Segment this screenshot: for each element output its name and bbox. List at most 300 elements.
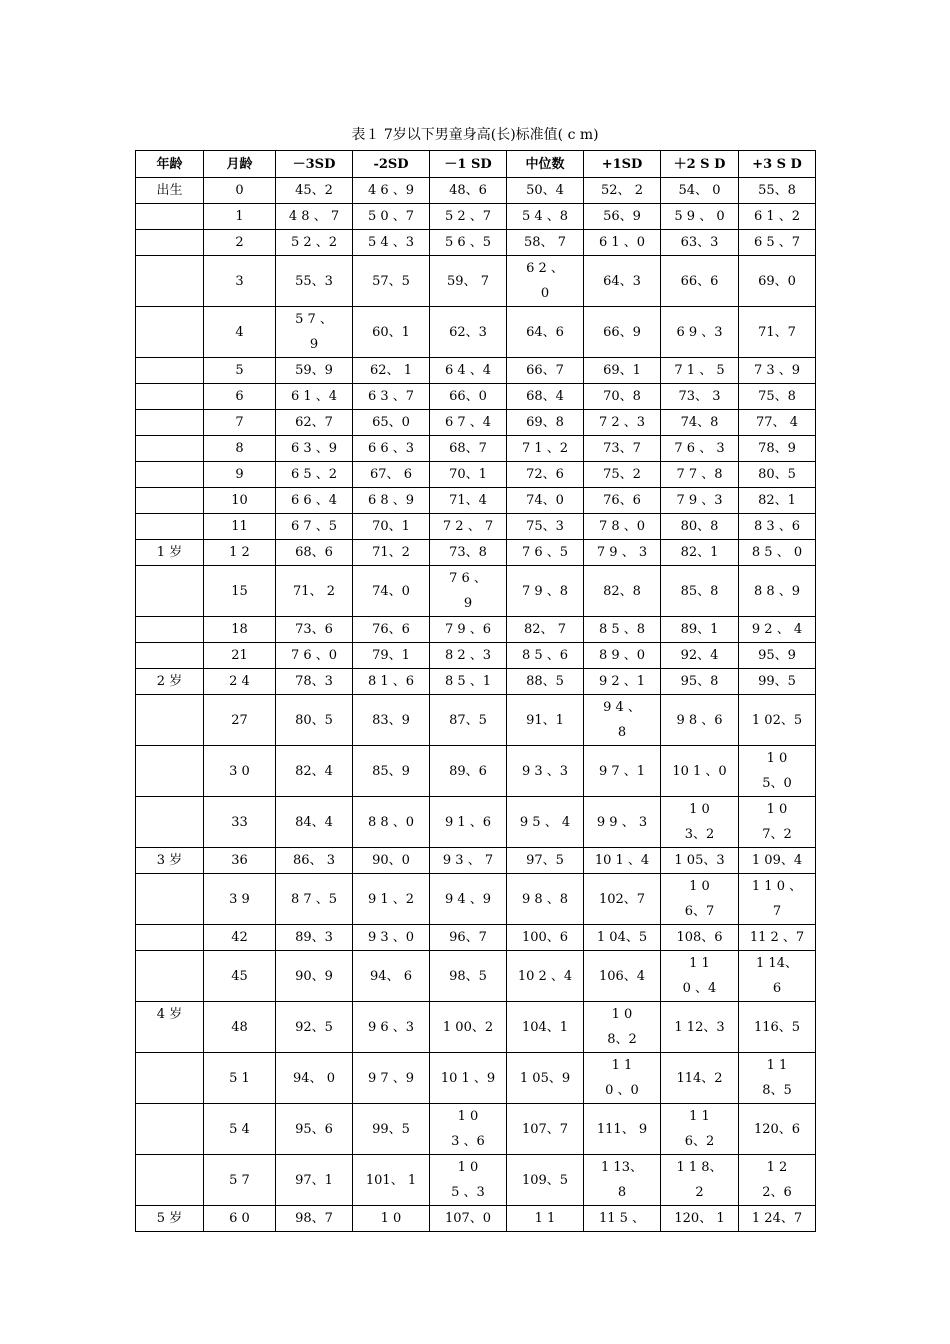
value-cell: 5 6 、5 [430,230,507,256]
value-cell: 7 6 、0 [276,643,353,669]
table-row [136,178,816,204]
table-row [136,951,816,1002]
value-cell: 74、0 [507,488,584,514]
value-cell: 8 1 、6 [353,669,430,695]
value-cell: 94、 6 [353,951,430,1002]
value-cell: 108、6 [661,925,739,951]
age-cell [136,746,204,797]
value-cell: 107、0 [430,1206,507,1232]
age-cell [136,695,204,746]
value-cell: 1 05、3 [661,848,739,874]
value-cell: 6 7 、5 [276,514,353,540]
value-cell: 7 9 、 3 [584,540,661,566]
value-cell: 64、3 [584,256,661,307]
value-cell: 6 6 、4 [276,488,353,514]
table-title: 表１ 7岁以下男童身高(长)标准值( c m) [351,127,599,143]
month-cell: 0 [204,178,276,204]
value-cell: 66、9 [584,307,661,358]
value-cell: 5 7 、 9 [276,307,353,358]
age-cell [136,951,204,1002]
table-row [136,848,816,874]
table-row [136,436,816,462]
column-header: +3 S D [739,151,816,178]
value-cell: 98、7 [276,1206,353,1232]
value-cell: 91、1 [507,695,584,746]
value-cell: 100、6 [507,925,584,951]
value-cell: 1 0 6、7 [661,874,739,925]
value-cell: 99、5 [353,1104,430,1155]
value-cell: 104、1 [507,1002,584,1053]
value-cell: 9 5 、 4 [507,797,584,848]
value-cell: 6 5 、7 [739,230,816,256]
value-cell: 7 8 、0 [584,514,661,540]
value-cell: 120、6 [739,1104,816,1155]
age-cell [136,307,204,358]
month-cell: 1 [204,204,276,230]
column-header: 年龄 [136,151,204,178]
value-cell: 75、8 [739,384,816,410]
table-row [136,1053,816,1104]
value-cell: 1 1 8、5 [739,1053,816,1104]
month-cell: 4 [204,307,276,358]
value-cell: 6 1 、2 [739,204,816,230]
value-cell: 71、7 [739,307,816,358]
age-cell [136,617,204,643]
value-cell: 9 7 、1 [584,746,661,797]
value-cell: 9 4 、 8 [584,695,661,746]
value-cell: 89、6 [430,746,507,797]
value-cell: 85、9 [353,746,430,797]
value-cell: 1 0 3 、6 [430,1104,507,1155]
value-cell: 7 9 、6 [430,617,507,643]
value-cell: 82、 7 [507,617,584,643]
value-cell: 71、4 [430,488,507,514]
value-cell: 45、2 [276,178,353,204]
value-cell: 55、8 [739,178,816,204]
value-cell: 7 3 、9 [739,358,816,384]
value-cell: 102、7 [584,874,661,925]
table-row [136,1155,816,1206]
value-cell: 94、 0 [276,1053,353,1104]
value-cell: 1 0 [353,1206,430,1232]
table-row [136,488,816,514]
value-cell: 1 02、5 [739,695,816,746]
age-cell [136,1053,204,1104]
value-cell: 10 2 、4 [507,951,584,1002]
value-cell: 90、9 [276,951,353,1002]
month-cell: 5 [204,358,276,384]
value-cell: 75、2 [584,462,661,488]
value-cell: 78、9 [739,436,816,462]
month-cell: 42 [204,925,276,951]
month-cell: 9 [204,462,276,488]
value-cell: 107、7 [507,1104,584,1155]
value-cell: 98、5 [430,951,507,1002]
table-row [136,669,816,695]
value-cell: 92、5 [276,1002,353,1053]
age-cell [136,925,204,951]
value-cell: 8 9 、0 [584,643,661,669]
value-cell: 7 1 、2 [507,436,584,462]
value-cell: 7 9 、8 [507,566,584,617]
value-cell: 1 2 2、6 [739,1155,816,1206]
table-row [136,384,816,410]
value-cell: 8 2 、3 [430,643,507,669]
age-cell [136,1104,204,1155]
table-row [136,540,816,566]
value-cell: 76、6 [584,488,661,514]
value-cell: 74、8 [661,410,739,436]
month-cell: 5 1 [204,1053,276,1104]
table-row [136,874,816,925]
value-cell: 6 7 、4 [430,410,507,436]
value-cell: 8 3 、6 [739,514,816,540]
month-cell: 3 9 [204,874,276,925]
table-row [136,566,816,617]
value-cell: 5 9 、 0 [661,204,739,230]
value-cell: 57、5 [353,256,430,307]
value-cell: 50、4 [507,178,584,204]
table-row [136,1206,816,1232]
value-cell: 69、1 [584,358,661,384]
value-cell: 77、 4 [739,410,816,436]
value-cell: 1 12、3 [661,1002,739,1053]
value-cell: 8 8 、9 [739,566,816,617]
value-cell: 76、6 [353,617,430,643]
month-cell: 5 4 [204,1104,276,1155]
value-cell: 69、8 [507,410,584,436]
value-cell: 111、 9 [584,1104,661,1155]
value-cell: 70、1 [353,514,430,540]
value-cell: 8 5 、1 [430,669,507,695]
value-cell: 69、0 [739,256,816,307]
month-cell: 15 [204,566,276,617]
value-cell: 6 3 、7 [353,384,430,410]
value-cell: 71、 2 [276,566,353,617]
value-cell: 96、7 [430,925,507,951]
table-row [136,1104,816,1155]
column-header: 月龄 [204,151,276,178]
month-cell: 10 [204,488,276,514]
value-cell: 109、5 [507,1155,584,1206]
table-row [136,746,816,797]
value-cell: 89、1 [661,617,739,643]
value-cell: 8 7 、5 [276,874,353,925]
value-cell: 71、2 [353,540,430,566]
value-cell: 80、5 [276,695,353,746]
value-cell: 75、3 [507,514,584,540]
month-cell: 33 [204,797,276,848]
value-cell: 86、 3 [276,848,353,874]
month-cell: 27 [204,695,276,746]
column-header: －3SD [276,151,353,178]
value-cell: 6 3 、9 [276,436,353,462]
column-header: -2SD [353,151,430,178]
month-cell: 48 [204,1002,276,1053]
value-cell: 62、3 [430,307,507,358]
age-cell [136,643,204,669]
value-cell: 95、8 [661,669,739,695]
table-row [136,1002,816,1053]
value-cell: 9 1 、2 [353,874,430,925]
value-cell: 8 8 、0 [353,797,430,848]
value-cell: 8 5 、8 [584,617,661,643]
month-cell: 1 2 [204,540,276,566]
value-cell: 1 0 3、2 [661,797,739,848]
month-cell: 2 4 [204,669,276,695]
value-cell: 67、 6 [353,462,430,488]
value-cell: 73、 3 [661,384,739,410]
value-cell: 68、7 [430,436,507,462]
table-row [136,462,816,488]
value-cell: 6 8 、9 [353,488,430,514]
value-cell: 9 4 、9 [430,874,507,925]
value-cell: 54、 0 [661,178,739,204]
value-cell: 5 4 、3 [353,230,430,256]
age-cell [136,436,204,462]
value-cell: 1 24、7 [739,1206,816,1232]
value-cell: 89、3 [276,925,353,951]
value-cell: 106、4 [584,951,661,1002]
value-cell: 62、7 [276,410,353,436]
value-cell: 73、6 [276,617,353,643]
value-cell: 68、4 [507,384,584,410]
month-cell: 18 [204,617,276,643]
value-cell: 7 2 、3 [584,410,661,436]
value-cell: 55、3 [276,256,353,307]
value-cell: 1 1 6、2 [661,1104,739,1155]
value-cell: 63、3 [661,230,739,256]
month-cell: 8 [204,436,276,462]
value-cell: 1 00、2 [430,1002,507,1053]
month-cell: 45 [204,951,276,1002]
value-cell: 9 9 、 3 [584,797,661,848]
table-row [136,307,816,358]
value-cell: 70、1 [430,462,507,488]
value-cell: 80、8 [661,514,739,540]
value-cell: 10 1 、0 [661,746,739,797]
table-row [136,230,816,256]
value-cell: 5 2 、2 [276,230,353,256]
month-cell: 2 [204,230,276,256]
month-cell: 6 [204,384,276,410]
value-cell: 1 1 0 、4 [661,951,739,1002]
table-row [136,643,816,669]
month-cell: 36 [204,848,276,874]
value-cell: 6 9 、3 [661,307,739,358]
table-row [136,204,816,230]
value-cell: 82、4 [276,746,353,797]
value-cell: 9 3 、0 [353,925,430,951]
value-cell: 9 3 、 7 [430,848,507,874]
value-cell: 1 0 8、2 [584,1002,661,1053]
value-cell: 9 8 、6 [661,695,739,746]
value-cell: 95、9 [739,643,816,669]
value-cell: 7 1 、 5 [661,358,739,384]
value-cell: 8 5 、 0 [739,540,816,566]
value-cell: 58、 7 [507,230,584,256]
table-row [136,797,816,848]
value-cell: 87、5 [430,695,507,746]
value-cell: 56、9 [584,204,661,230]
value-cell: 68、6 [276,540,353,566]
value-cell: 73、7 [584,436,661,462]
value-cell: 11 2 、7 [739,925,816,951]
age-cell [136,514,204,540]
table-row [136,410,816,436]
month-cell: 21 [204,643,276,669]
value-cell: 4 8 、 7 [276,204,353,230]
column-header: ＋2 S D [661,151,739,178]
age-cell [136,410,204,436]
value-cell: 1 0 7、2 [739,797,816,848]
value-cell: 1 1 [507,1206,584,1232]
value-cell: 78、3 [276,669,353,695]
value-cell: 11 5 、 [584,1206,661,1232]
value-cell: 82、8 [584,566,661,617]
value-cell: 10 1 、4 [584,848,661,874]
age-cell: 5 岁 [136,1206,204,1232]
age-cell [136,1155,204,1206]
month-cell: 3 0 [204,746,276,797]
value-cell: 1 0 5 、3 [430,1155,507,1206]
value-cell: 6 4 、4 [430,358,507,384]
value-cell: 59、 7 [430,256,507,307]
age-cell [136,566,204,617]
age-cell [136,230,204,256]
value-cell: 65、0 [353,410,430,436]
value-cell: 7 7 、8 [661,462,739,488]
value-cell: 72、6 [507,462,584,488]
month-cell: 3 [204,256,276,307]
value-cell: 80、5 [739,462,816,488]
value-cell: 1 1 8、 2 [661,1155,739,1206]
value-cell: 60、1 [353,307,430,358]
value-cell: 5 4 、8 [507,204,584,230]
value-cell: 1 1 0 、0 [584,1053,661,1104]
value-cell: 5 2 、7 [430,204,507,230]
table-row [136,358,816,384]
value-cell: 97、5 [507,848,584,874]
value-cell: 73、8 [430,540,507,566]
value-cell: 6 1 、0 [584,230,661,256]
value-cell: 84、4 [276,797,353,848]
value-cell: 6 2 、 0 [507,256,584,307]
age-cell [136,874,204,925]
age-cell [136,797,204,848]
table-row [136,925,816,951]
value-cell: 4 6 、9 [353,178,430,204]
table-row [136,695,816,746]
age-cell [136,462,204,488]
value-cell: 9 8 、8 [507,874,584,925]
value-cell: 66、0 [430,384,507,410]
value-cell: 1 14、 6 [739,951,816,1002]
column-header: －1 SD [430,151,507,178]
age-cell: 出生 [136,178,204,204]
age-cell: 4 岁 [136,1002,204,1053]
value-cell: 7 6 、 9 [430,566,507,617]
value-cell: 120、 1 [661,1206,739,1232]
value-cell: 9 1 、6 [430,797,507,848]
header-row [136,151,816,178]
value-cell: 5 0 、7 [353,204,430,230]
value-cell: 66、6 [661,256,739,307]
value-cell: 1 04、5 [584,925,661,951]
value-cell: 52、 2 [584,178,661,204]
value-cell: 116、5 [739,1002,816,1053]
value-cell: 7 6 、5 [507,540,584,566]
age-cell [136,384,204,410]
value-cell: 6 5 、2 [276,462,353,488]
value-cell: 83、9 [353,695,430,746]
age-cell: 1 岁 [136,540,204,566]
value-cell: 1 09、4 [739,848,816,874]
month-cell: 7 [204,410,276,436]
value-cell: 9 7 、9 [353,1053,430,1104]
value-cell: 48、6 [430,178,507,204]
age-cell [136,488,204,514]
value-cell: 59、9 [276,358,353,384]
table-row [136,256,816,307]
value-cell: 97、1 [276,1155,353,1206]
value-cell: 82、1 [661,540,739,566]
value-cell: 7 2 、 7 [430,514,507,540]
value-cell: 114、2 [661,1053,739,1104]
value-cell: 9 2 、1 [584,669,661,695]
value-cell: 85、8 [661,566,739,617]
value-cell: 7 9 、3 [661,488,739,514]
age-cell [136,256,204,307]
value-cell: 9 3 、3 [507,746,584,797]
age-cell: 2 岁 [136,669,204,695]
table-row [136,617,816,643]
value-cell: 99、5 [739,669,816,695]
value-cell: 1 13、 8 [584,1155,661,1206]
month-cell: 5 7 [204,1155,276,1206]
value-cell: 6 1 、4 [276,384,353,410]
value-cell: 101、 1 [353,1155,430,1206]
value-cell: 9 6 、3 [353,1002,430,1053]
value-cell: 88、5 [507,669,584,695]
value-cell: 8 5 、6 [507,643,584,669]
value-cell: 74、0 [353,566,430,617]
value-cell: 7 6 、 3 [661,436,739,462]
value-cell: 62、 1 [353,358,430,384]
age-cell [136,358,204,384]
value-cell: 64、6 [507,307,584,358]
age-cell: 3 岁 [136,848,204,874]
value-cell: 6 6 、3 [353,436,430,462]
column-header: 中位数 [507,151,584,178]
value-cell: 82、1 [739,488,816,514]
value-cell: 90、0 [353,848,430,874]
value-cell: 95、6 [276,1104,353,1155]
value-cell: 10 1 、9 [430,1053,507,1104]
value-cell: 1 05、9 [507,1053,584,1104]
month-cell: 6 0 [204,1206,276,1232]
height-standard-table [135,150,816,1232]
value-cell: 1 0 5、0 [739,746,816,797]
value-cell: 79、1 [353,643,430,669]
value-cell: 66、7 [507,358,584,384]
table-row [136,514,816,540]
value-cell: 1 1 0 、 7 [739,874,816,925]
value-cell: 92、4 [661,643,739,669]
month-cell: 11 [204,514,276,540]
age-cell [136,204,204,230]
column-header: +1SD [584,151,661,178]
